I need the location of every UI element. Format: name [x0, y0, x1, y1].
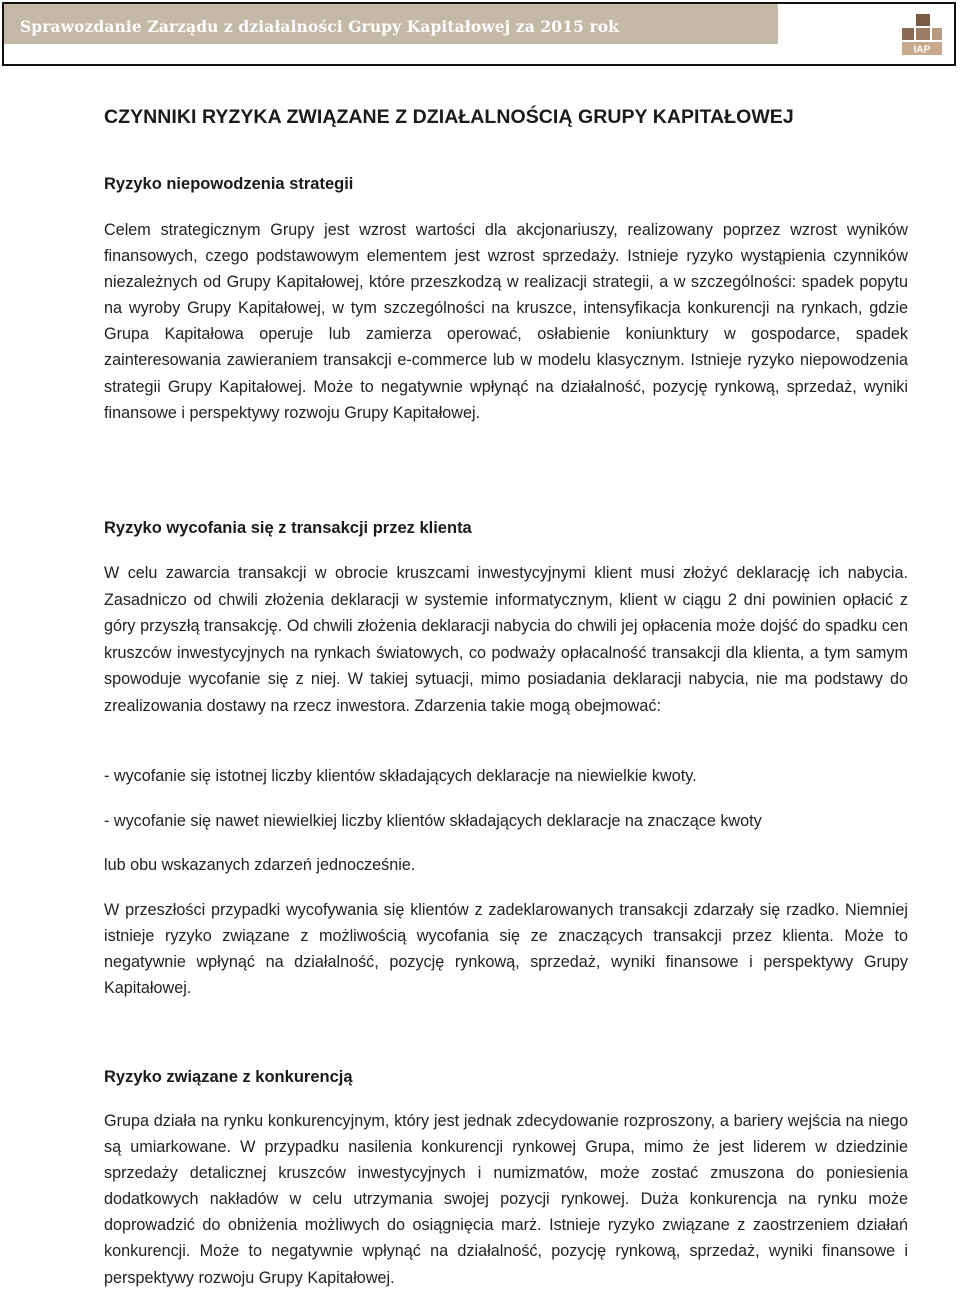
- header-strip: [4, 4, 778, 44]
- section-heading-competition: Ryzyko związane z konkurencją: [104, 1068, 353, 1086]
- list-item: - wycofanie się nawet niewielkiej liczby klientów składających deklaracje na znaczące kwoty: [104, 812, 762, 830]
- company-logo: [900, 12, 944, 56]
- document-title: CZYNNIKI RYZYKA ZWIĄZANE Z DZIAŁALNOŚCIĄ GRUPY KAPITAŁOWEJ: [104, 106, 794, 128]
- paragraph-withdrawal-history: W przeszłości przypadki wycofywania się klientów z zadeklarowanych transakcji zdarzały się rzadko. Niemniej istnieje ryzyko związane z możliwością wycofania się ze znaczących transakcji przez klienta. Może to negatywnie wpłynąć na działalność, pozycję rynkową, sprzedaż, wyniki finansowe i perspektywy Grupy Kapitałowej.: [104, 901, 908, 998]
- paragraph-line: lub obu wskazanych zdarzeń jednocześnie.: [104, 856, 416, 874]
- section-heading-withdrawal: Ryzyko wycofania się z transakcji przez klienta: [104, 519, 472, 537]
- logo-text: IAP: [913, 44, 931, 56]
- paragraph-competition: Grupa działa na rynku konkurencyjnym, który jest jednak zdecydowanie rozproszony, a bariery wejścia na niego są umiarkowane. W przypadku nasilenia konkurencji rynkowej Grupa, mimo że jest liderem w dziedzinie sprzedaży detalicznej kruszców inwestycyjnych i numizmatów, może zostać zmuszona do poniesienia dodatkowych nakładów w celu utrzymania swojej pozycji rynkowej. Duża konkurencja na rynku może doprowadzić do obniżenia możliwych do osiągnięcia marż. Istnieje ryzyko związane z zaostrzeniem działań konkurencji. Może to negatywnie wpłynąć na działalność, pozycję rynkową, sprzedaż, wyniki finansowe i perspektywy rozwoju Grupy Kapitałowej.: [104, 1112, 908, 1287]
- paragraph-strategy: Celem strategicznym Grupy jest wzrost wartości dla akcjonariuszy, realizowany poprzez wzrost wyników finansowych, czego podstawowym elementem jest wzrost sprzedaży. Istnieje ryzyko wystąpienia czynników niezależnych od Grupy Kapitałowej, które przeszkodzą w realizacji strategii, a w szczególności: spadek popytu na wyroby Grupy Kapitałowej, w tym szczególności na kruszce, intensyfikacja konkurencji na rynkach, gdzie Grupa Kapitałowa operuje lub zamierza operować, osłabienie koniunktury w gospodarce, spadek zainteresowania zawieraniem transakcji e-commerce lub w modelu klasycznym. Istnieje ryzyko niepowodzenia strategii Grupy Kapitałowej. Może to negatywnie wpłynąć na działalność, pozycję rynkową, sprzedaż, wyniki finansowe i perspektywy rozwoju Grupy Kapitałowej.: [104, 221, 908, 422]
- report-title: Sprawozdanie Zarządu z działalności Grupy Kapitałowej za 2015 rok: [20, 17, 620, 36]
- section-heading-strategy: Ryzyko niepowodzenia strategii: [104, 175, 354, 193]
- paragraph-withdrawal: W celu zawarcia transakcji w obrocie kruszcami inwestycyjnymi klient musi złożyć deklarację ich nabycia. Zasadniczo od chwili złożenia deklaracji w systemie informatycznym, klient w ciągu 2 dni powinien opłacić z góry przyszłą transakcję. Od chwili złożenia deklaracji nabycia do chwili jej opłacenia może dojść do spadku cen kruszców inwestycyjnych na rynkach światowych, co podważy opłacalność transakcji dla klienta, a tym samym spowoduje wycofanie się z niej. W takiej sytuacji, mimo posiadania deklaracji nabycia, nie ma podstawy do zrealizowania dostawy na rzecz inwestora. Zdarzenia takie mogą obejmować:: [104, 564, 908, 715]
- list-item: - wycofanie się istotnej liczby klientów składających deklaracje na niewielkie kwoty.: [104, 767, 697, 785]
